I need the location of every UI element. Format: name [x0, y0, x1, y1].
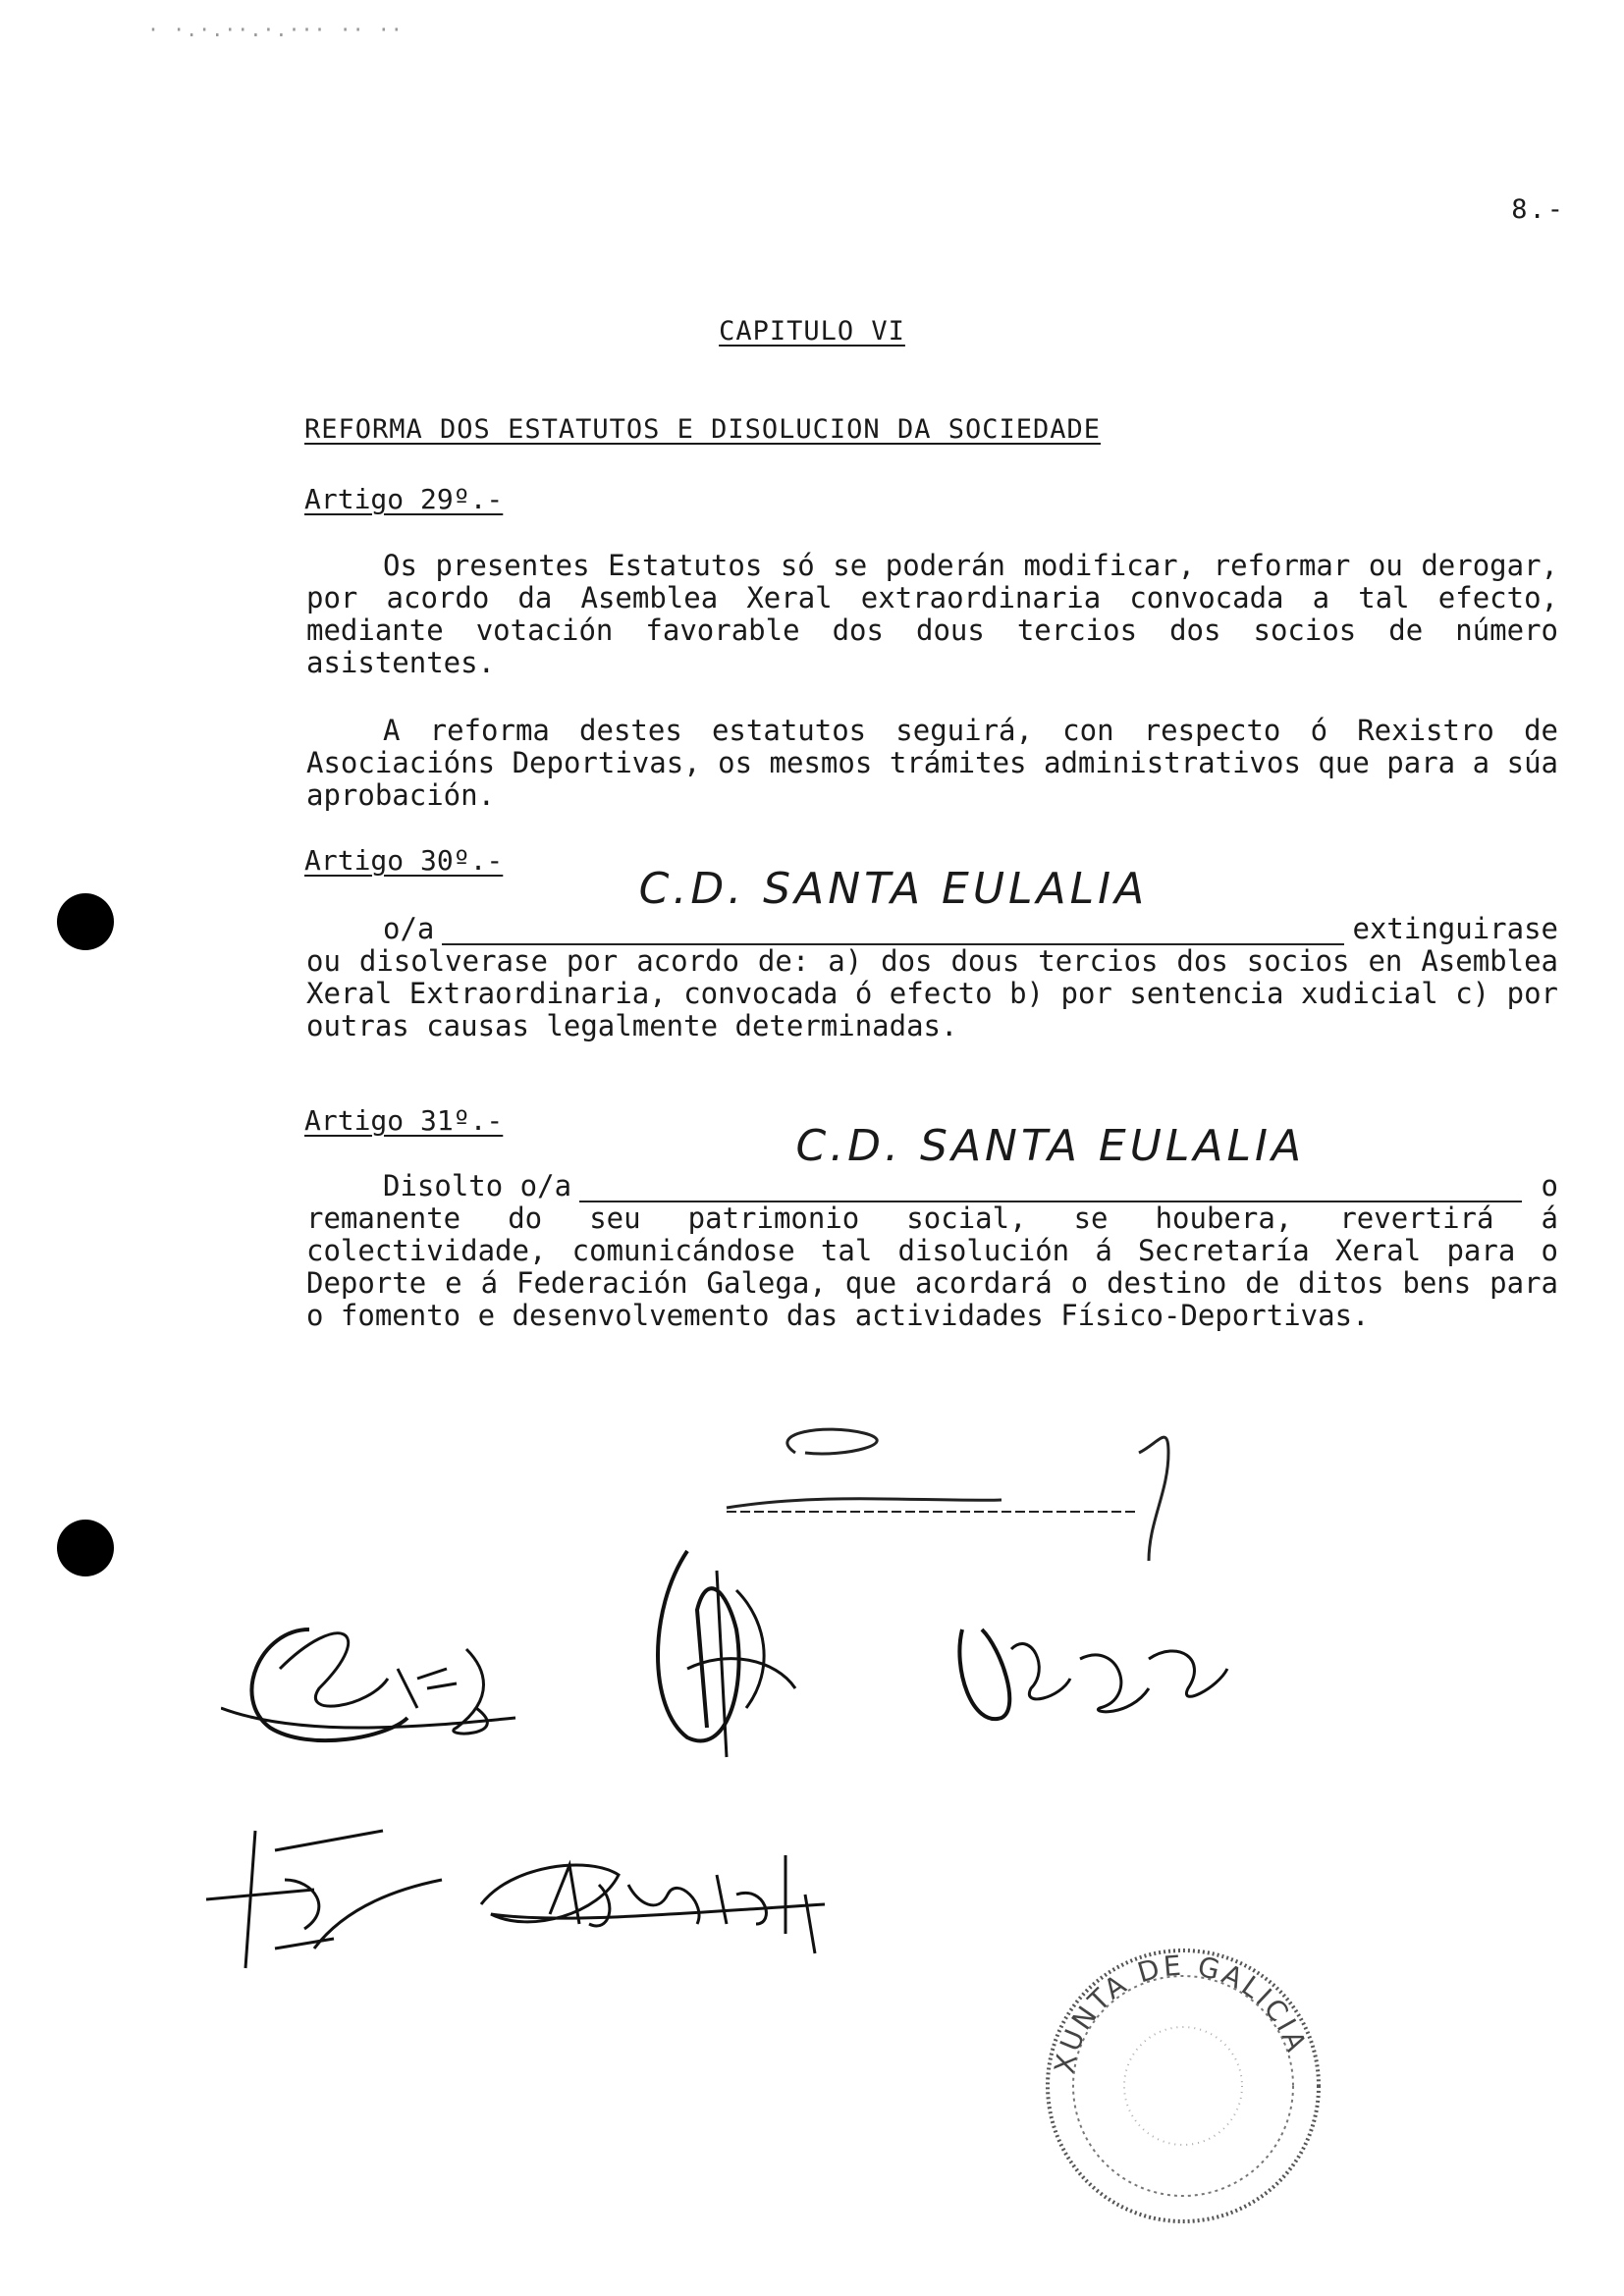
- official-stamp: [1036, 1939, 1330, 2233]
- signature-abelardo: [471, 1845, 844, 1963]
- article-31-fill-line: [579, 1121, 1521, 1202]
- article-29-paragraph-2: A reforma destes estatutos seguirá, con respecto ó Rexistro de Asociacións Deportivas, os mesmos trámites administrativos que para a súa aprobación.: [306, 714, 1558, 812]
- article-30-suffix: extinguirase: [1352, 912, 1558, 945]
- article-29-heading: Artigo 29º.-: [304, 483, 504, 515]
- article-31-suffix: o: [1541, 1169, 1558, 1202]
- article-30-handwritten-name: C.D. SANTA EULALIA: [638, 864, 1149, 914]
- article-31-prefix: Disolto o/a: [383, 1169, 572, 1202]
- punch-hole-top: [57, 893, 114, 950]
- page-number: 8.-: [1511, 194, 1565, 225]
- signature-bottom-left: [177, 1821, 461, 1998]
- article-30-rest: ou disolverase por acordo de: a) dos dous tercios dos socios en Asemblea Xeral Extraordinaria, convocada ó efecto b) por sentencia xudicial c) por outras causas legalmente determinadas.: [306, 944, 1558, 1042]
- article-29-paragraph-1: Os presentes Estatutos só se poderán modificar, reformar ou derogar, por acordo da Asemblea Xeral extraordinaria convocada a tal efecto, mediante votación favorable dos dous tercios dos socios de número asistentes.: [306, 549, 1558, 679]
- scan-noise: · ·.·.··.·.··· ·· ··: [147, 18, 404, 41]
- signature-middle: [628, 1531, 825, 1777]
- article-31-handwritten-name: C.D. SANTA EULALIA: [795, 1121, 1306, 1171]
- article-31-rest: remanente do seu patrimonio social, se houbera, revertirá á colectividade, comunicándose tal disolución á Secretaría Xeral para o Deporte e á Federación Galega, que acordará o destino de ditos bens para o fomento e desenvolvemento das actividades Físico-Deportivas.: [306, 1201, 1558, 1332]
- chapter-heading: CAPITULO VI: [719, 316, 905, 347]
- punch-hole-bottom: [57, 1520, 114, 1576]
- article-30-fill-line: [442, 864, 1344, 945]
- svg-text:XUNTA DE GALICIA: XUNTA DE GALICIA: [1048, 1949, 1314, 2076]
- signature-right: [943, 1571, 1237, 1747]
- article-31-body: [306, 1121, 1558, 1332]
- section-title: REFORMA DOS ESTATUTOS E DISOLUCION DA SOCIEDADE: [304, 414, 1102, 445]
- article-31-heading: Artigo 31º.-: [304, 1104, 504, 1137]
- article-30-prefix: o/a: [383, 912, 435, 945]
- signature-carlos: [221, 1590, 535, 1767]
- article-30-heading: Artigo 30º.-: [304, 844, 504, 877]
- article-30-body: [306, 864, 1558, 1042]
